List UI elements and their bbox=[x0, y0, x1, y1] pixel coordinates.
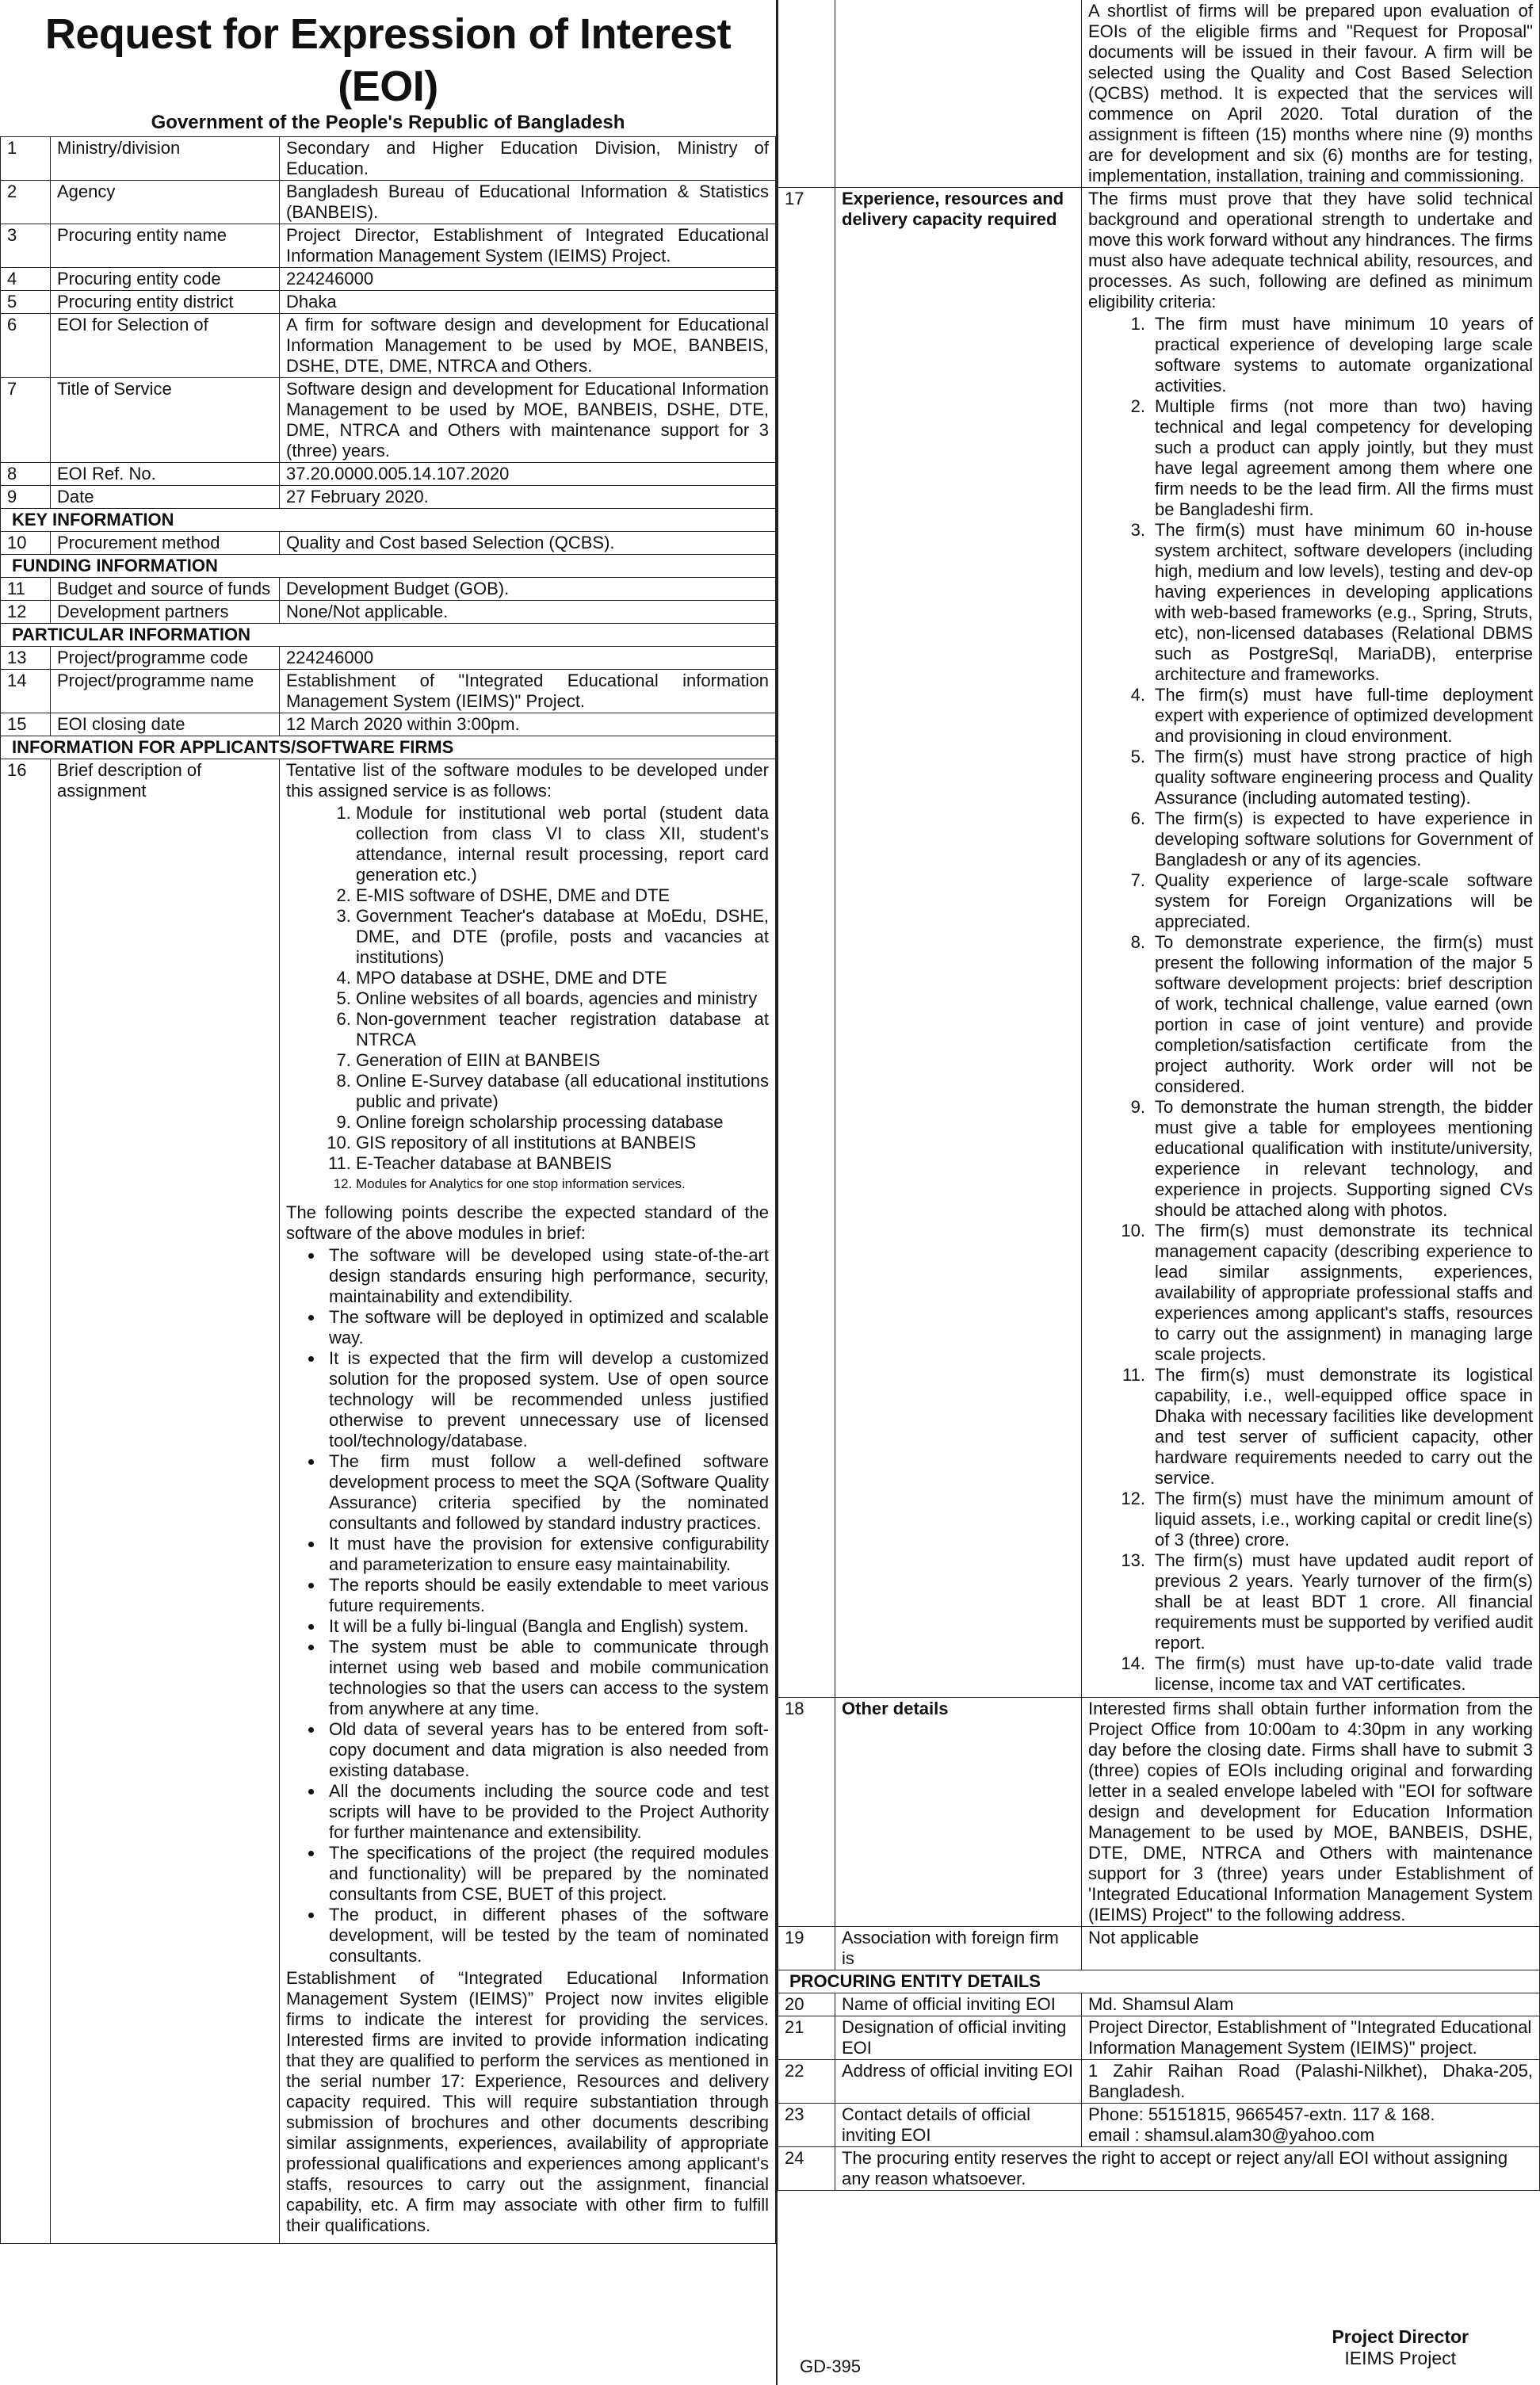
criteria-number: 5. bbox=[1130, 747, 1145, 766]
standard-item: • It must have the provision for extensive configurability and parameterization to ensure easy maintainability. bbox=[324, 1534, 769, 1575]
signature-block: Project Director IEIMS Project bbox=[1332, 2326, 1469, 2368]
module-item: 1. Module for institutional web portal (student data collection from class VI to class XII, student's attendance, internal result processing, report card generation etc.) bbox=[356, 803, 769, 885]
right-column bbox=[778, 0, 1540, 2385]
criteria-item bbox=[1130, 747, 1533, 808]
criteria-text: Multiple firms (not more than two) having technical and legal competency for developing such a product can apply jointly, but they must have legal agreement among them where one firm needs to be the lead firm. All the firms must be Bangladeshi firm. bbox=[1155, 396, 1533, 519]
standard-item: • The firm must follow a well-defined software development process to meet the SQA (Software Quality Assurance) criteria specified by the nominated consultants and followed by standard industry practices. bbox=[324, 1451, 769, 1534]
criteria-item bbox=[1130, 685, 1533, 747]
criteria-text: The firm(s) must have updated audit report of previous 2 years. Yearly turnover of the firm(s) shall be at least BDT 1 crore. All financial requirements must be supported by verified audit report. bbox=[1155, 1550, 1533, 1653]
module-item: 8. Online E-Survey database (all educational institutions public and private) bbox=[356, 1071, 769, 1112]
criteria-item bbox=[1122, 1365, 1533, 1489]
section-heading: FUNDING INFORMATION bbox=[1, 555, 776, 578]
module-item: 6. Non-government teacher registration database at NTRCA bbox=[356, 1009, 769, 1050]
criteria-number: 10. bbox=[1121, 1221, 1145, 1240]
criteria-number: 8. bbox=[1130, 932, 1145, 952]
standard-item: • Old data of several years has to be entered from soft-copy document and data migration is also needed from existing database. bbox=[324, 1719, 769, 1781]
criteria-number: 13. bbox=[1121, 1550, 1145, 1570]
criteria-number: 14. bbox=[1121, 1653, 1145, 1673]
gd-code: GD-395 bbox=[800, 2356, 862, 2376]
table-row: 23 Contact details of official inviting EOI Phone: 55151815, 9665457-extn. 117 & 168. email : shamsul.alam30@yahoo.com bbox=[778, 2104, 1540, 2147]
table-row: A shortlist of firms will be prepared upon evaluation of EOIs of the eligible firms and "Request for Proposal" documents will be issued in their favour. A firm will be selected using the Quality and Cost Based Selection (QCBS) method. It is expected that the services will commence on April 2020. Total duration of the assignment is fifteen (15) months where nine (9) months are for development and six (6) months are for testing, implementation, installation, training and commissioning. bbox=[778, 0, 1540, 188]
criteria-number: 6. bbox=[1130, 808, 1145, 828]
criteria-number: 9. bbox=[1130, 1097, 1145, 1117]
table-row: 5 Procuring entity district Dhaka bbox=[1, 291, 776, 314]
table-row: 15 EOI closing date 12 March 2020 within 3:00pm. bbox=[1, 713, 776, 736]
module-item: 9. Online foreign scholarship processing database bbox=[356, 1112, 769, 1133]
criteria-item bbox=[1130, 932, 1533, 1097]
module-item: 4. MPO database at DSHE, DME and DTE bbox=[356, 968, 769, 988]
table-row: 10 Procurement method Quality and Cost based Selection (QCBS). bbox=[1, 532, 776, 555]
table-row: 13 Project/programme code 224246000 bbox=[1, 647, 776, 670]
criteria-item bbox=[1121, 1653, 1533, 1695]
contact-email: email : shamsul.alam30@yahoo.com bbox=[1088, 2125, 1375, 2145]
criteria-number: 2. bbox=[1130, 396, 1145, 416]
criteria-item bbox=[1130, 396, 1533, 520]
table-row: 12 Development partners None/Not applicable. bbox=[1, 601, 776, 624]
table-row: 11 Budget and source of funds Development Budget (GOB). bbox=[1, 578, 776, 601]
criteria-number: 3. bbox=[1130, 520, 1145, 540]
standard-item: • It is expected that the firm will develop a customized solution for the proposed system. Use of open source technology will be recommended unless justified otherwise to prevent unnecessary use of licensed tool/technology/database. bbox=[324, 1348, 769, 1451]
modules-list bbox=[286, 803, 769, 1194]
eoi-table-right bbox=[778, 0, 1540, 2191]
assignment-description: Tentative list of the software modules to be developed under this assigned service is as follows: 1. Module for institutional web portal (student data collection from class VI to class XII, student's attendance, internal result processing, report card generation etc.) 2. E-MIS software of DSHE, DME and DTE 3. Government Teacher's database at MoEdu, DSHE, DME, and DTE (profile, posts and vacancies at institutions) 4. MPO database at DSHE, DME and DTE 5. Online websites of all boards, agencies and ministry 6. Non-government teacher registration database at NTRCA 7. Generation of EIIN at BANBEIS 8. Online E-Survey database (all educational institutions public and private) 9. Online foreign scholarship processing database 10. GIS repository of all institutions at BANBEIS 11. E-Teacher database at BANBEIS 12. Modules for Analytics for one stop information services. The following points describe the expected standard of the software of the above modules in brief: • The software will be developed using state-of-the-art design standards ensuring high performance, security, maintainability and extendibility. • The software will be deployed in optimized and scalable way. • It is expected that the firm will develop a customized solution for the proposed system. Use of open source technology will be recommended unless justified otherwise to prevent unnecessary use of licensed tool/technology/database. • The firm must follow a well-defined software development process to meet the SQA (Software Quality Assurance) criteria specified by the nominated consultants and followed by standard industry practices. • It must have the provision for extensive configurability and parameterization to ensure easy maintainability. • The reports should be easily extendable to meet various future requirements. • It will be a fully bi-lingual (Bangla and English) system. • The system must be able to communicate through internet using web based and mobile communication technologies so that the users can access to the system from anywhere at any time. • Old data of several years has to be entered from soft-copy document and data migration is also needed from existing database. • All the documents including the source code and test scripts will have to be provided to the Project Authority for further maintenance and extensibility. • The specifications of the project (the required modules and functionality) will be prepared by the nominated consultants from CSE, BUET of this project. • The product, in different phases of the software development, will be tested by the team of nominated consultants. Establishment of “Integrated Educational Information Management System (IEIMS)” Project now invites eligible firms to indicate the interest for providing the services. Interested firms are invited to provide information indicating that they are qualified to perform the services as mentioned in the serial number 17: Experience, Resources and delivery capacity required. This will require substantiation through submission of brochures and other documents describing similar assignments, experiences, availability of appropriate professional qualifications and experiences among applicant's staffs, resources to carry out the assignment, financial capability, etc. A firm may associate with other firm to fulfill their qualifications. bbox=[280, 759, 776, 2244]
standard-item: • The software will be deployed in optimized and scalable way. bbox=[324, 1307, 769, 1348]
section-heading: PARTICULAR INFORMATION bbox=[1, 624, 776, 647]
criteria-text: To demonstrate the human strength, the bidder must give a table for employees mentioning educational qualification with institute/university, experience in relevant technology, and experience in projects. Supporting signed CVs should be attached along with photos. bbox=[1155, 1097, 1533, 1220]
module-item: 10. GIS repository of all institutions at BANBEIS bbox=[356, 1133, 769, 1153]
criteria-item bbox=[1130, 314, 1533, 396]
table-row: 21 Designation of official inviting EOI Project Director, Establishment of "Integrated Educational Information Management System (IEIMS)" project. bbox=[778, 2016, 1540, 2060]
standard-item: • It will be a fully bi-lingual (Bangla and English) system. bbox=[324, 1616, 769, 1637]
table-row: 24 The procuring entity reserves the right to accept or reject any/all EOI without assigning any reason whatsoever. bbox=[778, 2147, 1540, 2191]
criteria-text: The firm(s) must have up-to-date valid trade license, income tax and VAT certificates. bbox=[1155, 1653, 1533, 1694]
standards-list bbox=[286, 1245, 769, 1966]
criteria-text: The firm(s) must have minimum 60 in-house system architect, software developers (including high, medium and low levels), testing and dev-op having experiences in developing applications with web-based frameworks (e.g., Spring, Struts, etc), non-licensed databases (Relational DBMS such as PostgreSql, MariaDB), enterprise architecture and frameworks. bbox=[1155, 520, 1533, 684]
criteria-text: To demonstrate experience, the firm(s) must present the following information of the major 5 software development projects: brief description of work, technical challenge, value earned (own portion in case of joint venture) and provide completion/satisfaction certificate from the project authority. Work order will not be considered. bbox=[1155, 932, 1533, 1096]
criteria-text: The firm(s) must demonstrate its logistical capability, i.e., well-equipped office space in Dhaka with necessary facilities like development and test server of sufficient capacity, other hardware requirements needed to carry out the service. bbox=[1155, 1365, 1533, 1488]
criteria-text: The firm(s) is expected to have experience in developing software solutions for Government of Bangladesh or any of its agencies. bbox=[1155, 808, 1533, 870]
module-item: 7. Generation of EIIN at BANBEIS bbox=[356, 1050, 769, 1071]
standard-item: • All the documents including the source code and test scripts will have to be provided to the Project Authority for further maintenance and extensibility. bbox=[324, 1781, 769, 1843]
page-title: Request for Expression of Interest (EOI) bbox=[44, 10, 732, 110]
module-item: 3. Government Teacher's database at MoEdu, DSHE, DME, and DTE (profile, posts and vacancies at institutions) bbox=[356, 906, 769, 968]
table-row: 4 Procuring entity code 224246000 bbox=[1, 268, 776, 291]
criteria-item bbox=[1130, 808, 1533, 870]
criteria-number: 11. bbox=[1122, 1365, 1145, 1385]
table-row: 19 Association with foreign firm is Not applicable bbox=[778, 1927, 1540, 1970]
table-row: 22 Address of official inviting EOI 1 Zahir Raihan Road (Palashi-Nilkhet), Dhaka-205, Bangladesh. bbox=[778, 2060, 1540, 2104]
criteria-number: 7. bbox=[1130, 870, 1145, 890]
criteria-text: The firm(s) must have full-time deployment expert with experience of optimized development and provisioning in cloud environment. bbox=[1155, 685, 1533, 746]
table-row: 2 Agency Bangladesh Bureau of Educational Information & Statistics (BANBEIS). bbox=[1, 181, 776, 224]
criteria-number: 12. bbox=[1121, 1489, 1145, 1508]
criteria-item bbox=[1121, 1489, 1533, 1550]
standard-item: • The product, in different phases of the software development, will be tested by the team of nominated consultants. bbox=[324, 1905, 769, 1966]
module-item: 12. Modules for Analytics for one stop information services. bbox=[356, 1174, 769, 1194]
criteria-number: 4. bbox=[1130, 685, 1145, 705]
criteria-item bbox=[1121, 1221, 1533, 1365]
table-row: 18 Other details Interested firms shall obtain further information from the Project Office from 10:00am to 4:30pm in any working day before the closing date. Firms shall have to submit 3 (three) copies of EOIs including original and forwarding letter in a sealed envelope labeled with "EOI for software design and development for Education Information Management to be used by MOE, BANBEIS, DSHE, DTE, DME, NTRCA and Others with maintenance support for 3 (three) years under Establishment of 'Integrated Educational Information Management System (IEIMS) Project" to the following address. bbox=[778, 1698, 1540, 1927]
page-subtitle: Government of the People's Republic of Bangladesh bbox=[151, 112, 625, 133]
table-row: 17 Experience, resources and delivery capacity required The firms must prove that they have solid technical background and operational strength to undertake and move this work forward without any hindrances. The firms must also have adequate technical ability, resources, and processes. As such, following are defined as minimum eligibility criteria: 1. The firm must have minimum 10 years of practical experience of developing large scale software systems to automate organizational activities. 2. Multiple firms (not more than two) having technical and legal competency for developing such a product can apply jointly, but they must have legal agreement among them where one firm needs to be the lead firm. All the firms must be Bangladeshi firm. 3. The firm(s) must have minimum 60 in-house system architect, software developers (including high, medium and low levels), testing and dev-op having experiences in developing applications with web-based frameworks (e.g., Spring, Struts, etc), non-licensed databases (Relational DBMS such as PostgreSql, MariaDB), enterprise architecture and frameworks. 4. The firm(s) must have full-time deployment expert with experience of optimized development and provisioning in cloud environment. 5. The firm(s) must have strong practice of high quality software engineering process and Quality Assurance (including automated testing). 6. The firm(s) is expected to have experience in developing software solutions for Government of Bangladesh or any of its agencies. 7. Quality experience of large-scale software system for Foreign Organizations will be appreciated. 8. To demonstrate experience, the firm(s) must present the following information of the major 5 software development projects: brief description of work, technical challenge, value earned (own portion in case of joint venture) and provide completion/satisfaction certificate from the project authority. Work order will not be considered. 9. To demonstrate the human strength, the bidder must give a table for employees mentioning educational qualification with institute/university, experience in relevant technology, and experience in projects. Supporting signed CVs should be attached along with photos. 10. The firm(s) must demonstrate its technical management capacity (describing experience to lead similar assignments, experiences, availability of appropriate professional staffs and experiences among applicant's staffs, resources to carry out the assignment) in managing large scale projects. 11. The firm(s) must demonstrate its logistical capability, i.e., well-equipped office space in Dhaka with necessary facilities like development and test server of sufficient capacity, other hardware requirements needed to carry out the service. 12. The firm(s) must have the minimum amount of liquid assets, i.e., working capital or credit line(s) of 3 (three) crore. 13. The firm(s) must have updated audit report of previous 2 years. Yearly turnover of the firm(s) shall be at least BDT 1 crore. All financial requirements must be supported by verified audit report. 14. The firm(s) must have up-to-date valid trade license, income tax and VAT certificates. bbox=[778, 188, 1540, 1698]
table-row: 9 Date 27 February 2020. bbox=[1, 486, 776, 509]
criteria-text: The firm must have minimum 10 years of practical experience of developing large scale software systems to automate organizational activities. bbox=[1155, 314, 1533, 396]
criteria-text: The firm(s) must have strong practice of high quality software engineering process and Quality Assurance (including automated testing). bbox=[1155, 747, 1533, 808]
criteria-number: 1. bbox=[1130, 314, 1145, 334]
criteria-text: Quality experience of large-scale software system for Foreign Organizations will be appreciated. bbox=[1155, 870, 1533, 931]
module-item: 5. Online websites of all boards, agencies and ministry bbox=[356, 988, 769, 1009]
table-row: 6 EOI for Selection of A firm for software design and development for Educational Information Management to be used by MOE, BANBEIS, DSHE, DTE, DME, NTRCA and Others. bbox=[1, 314, 776, 378]
criteria-text: The firm(s) must demonstrate its technical management capacity (describing experience to lead similar assignments, experiences, availability of appropriate professional staffs and experiences among applicant's staffs, resources to carry out the assignment) in managing large scale projects. bbox=[1155, 1221, 1533, 1364]
table-row: 14 Project/programme name Establishment of "Integrated Educational information Management System (IEIMS)" Project. bbox=[1, 670, 776, 713]
section-heading: INFORMATION FOR APPLICANTS/SOFTWARE FIRMS bbox=[1, 736, 776, 759]
criteria-list bbox=[1088, 314, 1533, 1695]
module-item: 2. E-MIS software of DSHE, DME and DTE bbox=[356, 885, 769, 906]
table-row: 7 Title of Service Software design and development for Educational Information Management to be used by MOE, BANBEIS, DSHE, DTE, DME, NTRCA and Others with maintenance support for 3 (three) years. bbox=[1, 378, 776, 463]
standard-item: • The system must be able to communicate through internet using web based and mobile communication technologies so that the users can access to the system from anywhere at any time. bbox=[324, 1637, 769, 1719]
criteria-item bbox=[1130, 870, 1533, 932]
table-row: 1 Ministry/division Secondary and Higher Education Division, Ministry of Education. bbox=[1, 137, 776, 181]
module-item: 11. E-Teacher database at BANBEIS bbox=[356, 1153, 769, 1174]
table-row: 20 Name of official inviting EOI Md. Shamsul Alam bbox=[778, 1993, 1540, 2016]
criteria-text: The firm(s) must have the minimum amount of liquid assets, i.e., working capital or credit line(s) of 3 (three) crore. bbox=[1155, 1489, 1533, 1550]
standard-item: • The software will be developed using state-of-the-art design standards ensuring high performance, security, maintainability and extendibility. bbox=[324, 1245, 769, 1307]
standard-item: • The reports should be easily extendable to meet various future requirements. bbox=[324, 1575, 769, 1616]
criteria-item bbox=[1121, 1550, 1533, 1653]
section-heading: KEY INFORMATION bbox=[1, 509, 776, 532]
criteria-item bbox=[1130, 1097, 1533, 1221]
eoi-table-left bbox=[0, 136, 776, 2244]
criteria-item bbox=[1130, 520, 1533, 685]
eligibility-criteria: The firms must prove that they have solid technical background and operational strength to undertake and move this work forward without any hindrances. The firms must also have adequate technical ability, resources, and processes. As such, following are defined as minimum eligibility criteria: 1. The firm must have minimum 10 years of practical experience of developing large scale software systems to automate organizational activities. 2. Multiple firms (not more than two) having technical and legal competency for developing such a product can apply jointly, but they must have legal agreement among them where one firm needs to be the lead firm. All the firms must be Bangladeshi firm. 3. The firm(s) must have minimum 60 in-house system architect, software developers (including high, medium and low levels), testing and dev-op having experiences in developing applications with web-based frameworks (e.g., Spring, Struts, etc), non-licensed databases (Relational DBMS such as PostgreSql, MariaDB), enterprise architecture and frameworks. 4. The firm(s) must have full-time deployment expert with experience of optimized development and provisioning in cloud environment. 5. The firm(s) must have strong practice of high quality software engineering process and Quality Assurance (including automated testing). 6. The firm(s) is expected to have experience in developing software solutions for Government of Bangladesh or any of its agencies. 7. Quality experience of large-scale software system for Foreign Organizations will be appreciated. 8. To demonstrate experience, the firm(s) must present the following information of the major 5 software development projects: brief description of work, technical challenge, value earned (own portion in case of joint venture) and provide completion/satisfaction certificate from the project authority. Work order will not be considered. 9. To demonstrate the human strength, the bidder must give a table for employees mentioning educational qualification with institute/university, experience in relevant technology, and experience in projects. Supporting signed CVs should be attached along with photos. 10. The firm(s) must demonstrate its technical management capacity (describing experience to lead similar assignments, experiences, availability of appropriate professional staffs and experiences among applicant's staffs, resources to carry out the assignment) in managing large scale projects. 11. The firm(s) must demonstrate its logistical capability, i.e., well-equipped office space in Dhaka with necessary facilities like development and test server of sufficient capacity, other hardware requirements needed to carry out the service. 12. The firm(s) must have the minimum amount of liquid assets, i.e., working capital or credit line(s) of 3 (three) crore. 13. The firm(s) must have updated audit report of previous 2 years. Yearly turnover of the firm(s) shall be at least BDT 1 crore. All financial requirements must be supported by verified audit report. 14. The firm(s) must have up-to-date valid trade license, income tax and VAT certificates. bbox=[1082, 188, 1540, 1698]
table-row: 3 Procuring entity name Project Director, Establishment of Integrated Educational Information Management System (IEIMS) Project. bbox=[1, 224, 776, 268]
table-row: 8 EOI Ref. No. 37.20.0000.005.14.107.2020 bbox=[1, 463, 776, 486]
table-row: 16 Brief description of assignment Tentative list of the software modules to be developed under this assigned service is as follows: 1. Module for institutional web portal (student data collection from class VI to class XII, student's attendance, internal result processing, report card generation etc.) 2. E-MIS software of DSHE, DME and DTE 3. Government Teacher's database at MoEdu, DSHE, DME, and DTE (profile, posts and vacancies at institutions) 4. MPO database at DSHE, DME and DTE 5. Online websites of all boards, agencies and ministry 6. Non-government teacher registration database at NTRCA 7. Generation of EIIN at BANBEIS 8. Online E-Survey database (all educational institutions public and private) 9. Online foreign scholarship processing database 10. GIS repository of all institutions at BANBEIS 11. E-Teacher database at BANBEIS 12. Modules for Analytics for one stop information services. The following points describe the expected standard of the software of the above modules in brief: • The software will be developed using state-of-the-art design standards ensuring high performance, security, maintainability and extendibility. • The software will be deployed in optimized and scalable way. • It is expected that the firm will develop a customized solution for the proposed system. Use of open source technology will be recommended unless justified otherwise to prevent unnecessary use of licensed tool/technology/database. • The firm must follow a well-defined software development process to meet the SQA (Software Quality Assurance) criteria specified by the nominated consultants and followed by standard industry practices. • It must have the provision for extensive configurability and parameterization to ensure easy maintainability. • The reports should be easily extendable to meet various future requirements. • It will be a fully bi-lingual (Bangla and English) system. • The system must be able to communicate through internet using web based and mobile communication technologies so that the users can access to the system from anywhere at any time. • Old data of several years has to be entered from soft-copy document and data migration is also needed from existing database. • All the documents including the source code and test scripts will have to be provided to the Project Authority for further maintenance and extensibility. • The specifications of the project (the required modules and functionality) will be prepared by the nominated consultants from CSE, BUET of this project. • The product, in different phases of the software development, will be tested by the team of nominated consultants. Establishment of “Integrated Educational Information Management System (IEIMS)” Project now invites eligible firms to indicate the interest for providing the services. Interested firms are invited to provide information indicating that they are qualified to perform the services as mentioned in the serial number 17: Experience, Resources and delivery capacity required. This will require substantiation through submission of brochures and other documents describing similar assignments, experiences, availability of appropriate professional qualifications and experiences among applicant's staffs, resources to carry out the assignment, financial capability, etc. A firm may associate with other firm to fulfill their qualifications. bbox=[1, 759, 776, 2244]
section-heading: PROCURING ENTITY DETAILS bbox=[778, 1970, 1540, 1993]
standard-item: • The specifications of the project (the required modules and functionality) will be prepared by the nominated consultants from CSE, BUET of this project. bbox=[324, 1843, 769, 1905]
